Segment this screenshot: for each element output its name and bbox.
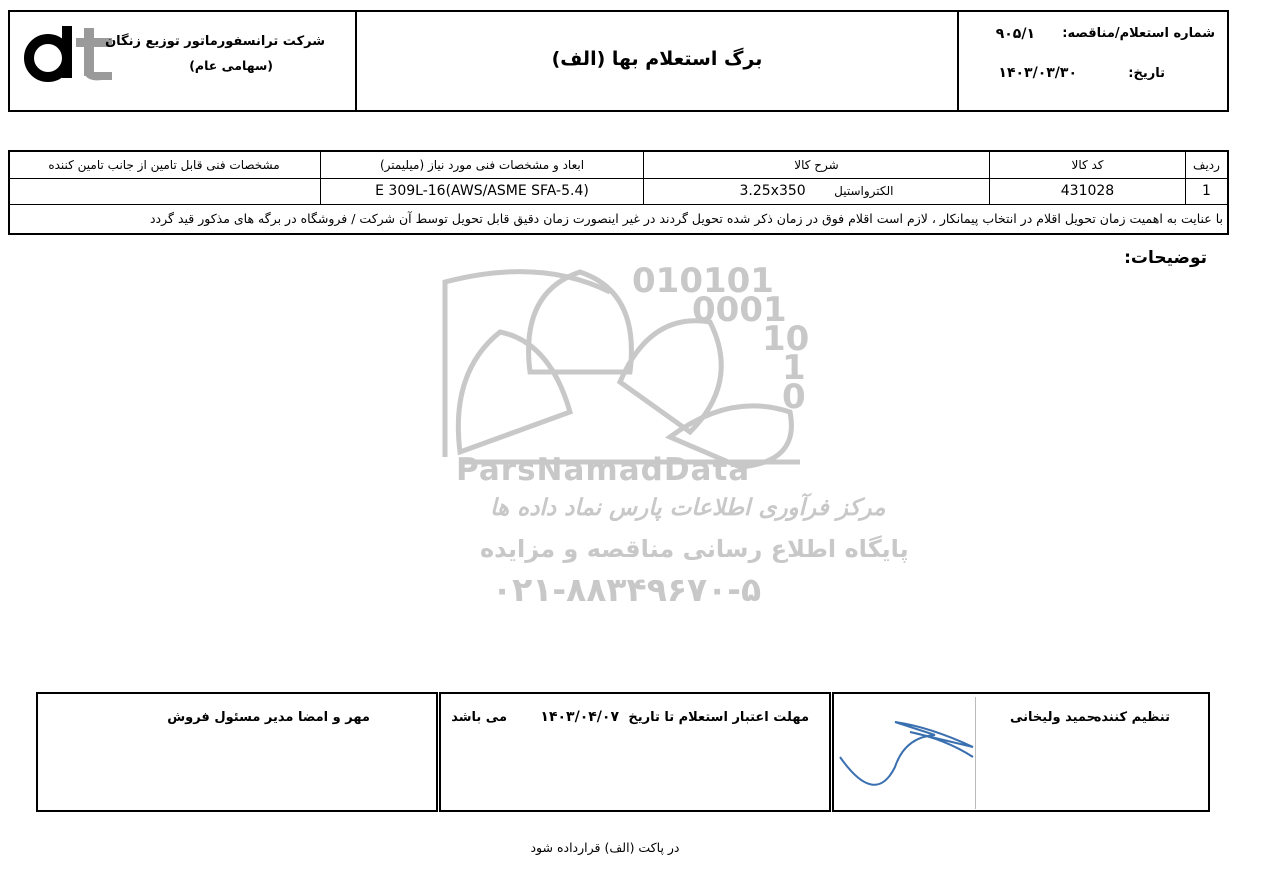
remarks-label: توضیحات: (1124, 248, 1207, 268)
cell-supplier-specs (8, 179, 320, 205)
seal-signature-box (36, 692, 438, 812)
header-box (8, 10, 1229, 112)
header-supplier-specs: مشخصات فنی قابل تامین از جانب تامین کننده (8, 152, 320, 179)
prepared-by-name: حمید ولیخانی (1010, 710, 1096, 725)
company-logo (24, 24, 114, 86)
watermark-line1: مرکز فرآوری اطلاعات پارس نماد داده ها (490, 495, 886, 521)
watermark-binary-line: 010101 (632, 261, 774, 301)
header-row-number: ردیف (1185, 152, 1227, 179)
inquiry-number-label: شماره استعلام/مناقصه: (1062, 26, 1215, 41)
validity-label: مهلت اعتبار استعلام تا تاریخ (628, 710, 809, 725)
watermark-brand: ParsNamadData (456, 452, 751, 488)
header-item-code: کد کالا (989, 152, 1185, 179)
items-table (8, 150, 1229, 235)
form-title: برگ استعلام بها (الف) (551, 48, 763, 70)
date-value: ۱۴۰۳/۰۳/۳۰ (998, 65, 1077, 81)
company-name: شرکت ترانسفورماتور توزیع زنگان (105, 34, 325, 49)
validity-date: ۱۴۰۳/۰۴/۰۷ (540, 709, 619, 725)
validity-box (439, 692, 831, 812)
watermark-binary (632, 261, 810, 417)
date-label: تاریخ: (1128, 66, 1165, 81)
inquiry-number-value: ۹۰۵/۱ (995, 26, 1035, 42)
signature-icon (835, 697, 975, 809)
delivery-note: با عنایت به اهمیت زمان تحویل اقلام در انتخاب پیمانکار ، لازم است اقلام فوق در زمان ذکر شده تحویل گردند در غیر اینصورت زمان دقیق قابل تحویل توسط آن شرکت / فروشگاه در برگه های مذکور قید گردد (149, 211, 1223, 226)
seal-label: مهر و امضا مدیر مسئول فروش (167, 710, 370, 725)
watermark-binary-line: 0001 (692, 290, 787, 330)
watermark-line2: پایگاه اطلاع رسانی مناقصه و مزایده (480, 535, 909, 563)
company-cell (10, 12, 359, 110)
watermark-binary-line: 10 (762, 319, 810, 359)
header-required-specs: ابعاد و مشخصات فنی مورد نیاز (میلیمتر) (320, 152, 643, 179)
header-item-description: شرح کالا (643, 152, 989, 179)
cell-item-code: 431028 (989, 179, 1185, 205)
item-size: 3.25x350 (739, 183, 806, 199)
form-title-cell (355, 12, 957, 110)
item-name: الکترواستیل (834, 184, 894, 198)
inquiry-info-cell (957, 12, 1227, 110)
cell-required-specs: E 309L-16(AWS/ASME SFA-5.4) (320, 179, 643, 205)
watermark-binary-line: 0 (782, 377, 806, 417)
company-type: (سهامی عام) (189, 58, 273, 73)
prepared-by-box (832, 692, 1210, 812)
signature-area (836, 697, 976, 809)
cell-row-number: 1 (1185, 179, 1227, 205)
watermark-phone: ۰۲۱-۸۸۳۴۹۶۷۰-۵ (492, 570, 762, 609)
watermark (420, 261, 909, 612)
validity-suffix: می باشد (451, 710, 507, 725)
cell-item-description (643, 179, 989, 205)
watermark-binary-line: 1 (782, 348, 806, 388)
prepared-by-label: تنظیم کننده (1093, 710, 1170, 725)
bottom-note: در پاکت (الف) قرارداده شود (530, 840, 680, 855)
